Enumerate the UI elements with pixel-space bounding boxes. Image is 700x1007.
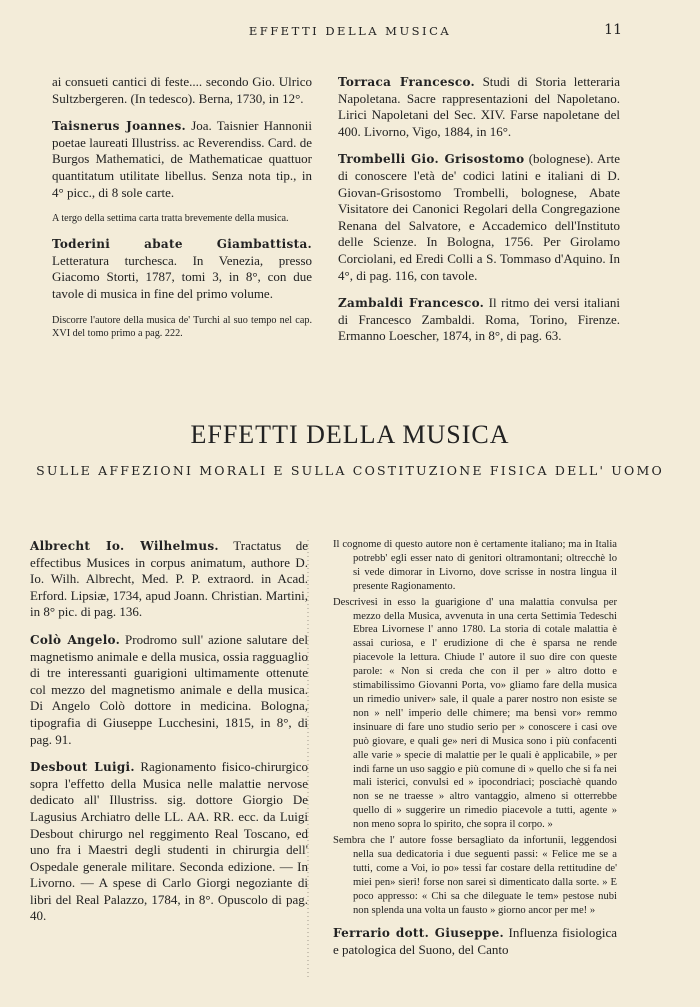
top-left-column	[52, 74, 312, 351]
entry-text: Influenza fisiologica e patologica del Suono, del Canto	[333, 925, 617, 958]
bottom-right-column	[333, 538, 617, 961]
bibliography-entry	[30, 759, 308, 925]
entry-text: Ragionamento fisico-chirurgico sopra l'effetto della Musica nelle malattie nervose dedicato all' Illustriss. sig. dottore Giorgio De Lagusius Archiatro delle LL. AA. RR. ecc. da Luigi Desbout chirurgo nel reggimento Real Toscano, ed uno fra i Maestri degli studenti in chirurgia dell' Ospedale generale militare. Seconda edizione. — In Livorno. — A spese di Carlo Giorgi negoziante di libri del Real Palazzo, 1784, in 8°. Opuscolo di pag. 40.	[30, 759, 309, 924]
top-right-column	[338, 74, 620, 356]
bibliography-entry	[338, 295, 620, 345]
bottom-left-column	[30, 538, 308, 936]
entry-text: Il ritmo dei versi italiani di Francesco Zambaldi. Roma, Torino, Firenze. Ermanno Loescher, 1874, in 8°, di pag. 63.	[338, 295, 620, 344]
bibliography-entry	[30, 632, 308, 748]
bibliography-entry	[30, 538, 308, 621]
note-paragraph: Sembra che l' autore fosse bersagliato da infortunii, leggendosi nella sua dedicatoria i due seguenti passi: « Felice me se a tutti, come a Voi, io po» tessi far costare della rettitudine de' miei pen» sieri! forse non sarei sì dimenticato dalla sorte. » E poco appresso: « Chi sa che dileguate le tem» pestose nubi non splenda una volta un fausto » giorno ancor per me! »	[333, 835, 617, 916]
running-title: EFFETTI DELLA MUSICA	[248, 24, 452, 38]
note-paragraph: Il cognome di questo autore non è certamente italiano; ma in Italia potrebb' egli esser nato di genitori oltramontani; oltrecchè lo si vede dimorar in Livorno, dove scrisse in nostra lingua il presente Ragionamento.	[333, 539, 617, 592]
entry-text: (bolognese). Arte di conoscere l'età de' codici latini e italiani di D. Giovan-Grisostomo Trombelli, bolognese, Abate Visitatore dei Canonici Regolari della Congregazione Renana del Salvatore, e Accademico dell'Instituto delle Scienze. In Bologna, 1756. Per Girolamo Corciolani, ed Eredi Colli a S. Tommaso d'Aquino. In 4°, di pag. 116, con tavole.	[338, 151, 620, 283]
continuation-text: ai consueti cantici di feste.... secondo Gio. Ulrico Sultzbergeren. (In tedesco). Berna, 1730, in 12°.	[52, 74, 312, 106]
entry-author: Trombelli Gio. Grisostomo	[338, 152, 525, 167]
entry-text: Studi di Storia letteraria Napoletana. Sacre rappresentazioni del Napoletano. Lirici Napoletani del Sec. XIV. Farse napoletane del 400. Livorno, Vigo, 1884, in 16°.	[338, 74, 620, 139]
bibliography-entry	[52, 236, 312, 302]
note-paragraph: Descrivesi in esso la guarigione d' una malattia convulsa per mezzo della Musica, avvenuta in una certa Settimia Tedeschi Ebrea Livornese l' anno 1780. La storia di cotale malattia è assai curiosa, e l' erudizione di che è sparsa ne rende piacevole la lettura. Chiude l' autore il suo dire con queste parole: « Non si creda che con il per » altro dotto e stimabilissimo Giovanni Porta, vo» gliamo fare della musica un rimedio univer» sale, il quale a parer nostro non esiste se non » nell' imperio delle chimere; ma bensì vor» remmo insinuare di fare uno studio serio per » conoscere i casi ove può giovare, e quali ge» neri di Musica sono i più confacenti alle varie » specie di malattie per le quali è applicabile, » per indi farne un uso saggio e più comune di » quello che si fa nei mali isterici, convulsi ed » ipocondriaci; posciachè quando non se ne traesse » altro vantaggio, almeno si otterrebbe quello di » suggerire un rimedio piacevole a tutti, agente » non meno sopra lo spirito, che sopra il corpo. »	[333, 596, 617, 831]
entry-author: Torraca Francesco.	[338, 75, 476, 89]
entry-text: Letteratura turchesca. In Venezia, presso Giacomo Storti, 1787, tomi 3, in 8°, con due tavole di musica in fine del primo volume.	[52, 252, 312, 301]
entry-author: Desbout Luigi.	[30, 760, 135, 775]
entry-author: Toderini abate Giambattista.	[52, 237, 312, 252]
entry-text: Prodromo sull' azione salutare del magnetismo animale e della musica, ossia ragguaglio di tre interessanti guarigioni ultimamente ottenute col mezzo del magnetismo animale e della musica. Di Angelo Colò dottore in medicina. Bologna, tipografia di Giuseppe Lucchesini, 1815, in 8°, di pag. 91.	[30, 631, 308, 747]
running-header	[0, 24, 700, 46]
bibliography-entry	[52, 118, 312, 201]
bibliography-entry	[338, 151, 620, 284]
entry-text: Joa. Taisnier Hannonii poetae laureati Illustriss. ac Reverendiss. Card. de Burgos Mathematici, de Mathematicae quattuor quantitatum utilitate libellus. Senza nota tip., in 4° picc., di 8 sole carte.	[52, 118, 312, 200]
entry-author: Albrecht Io. Wilhelmus.	[30, 539, 219, 553]
entry-note: A tergo della settima carta tratta brevemente della musica.	[52, 213, 289, 225]
entry-note: Discorre l'autore della musica de' Turchi al suo tempo nel cap. XVI del tomo primo a pag. 222.	[52, 314, 312, 339]
entry-text: Tractatus de effectibus Musices in corpus animatum, authore D. Io. Wilh. Albrecht, Med. P. P. extraord. in Acad. Erford. Lipsiæ, 1734, apud Joann. Christian. Martini, in 8° pic. di pag. 136.	[30, 538, 308, 620]
entry-author: Taisnerus Joannes.	[52, 119, 187, 134]
entry-author: Colò Angelo.	[30, 632, 121, 647]
bibliography-entry	[338, 74, 620, 140]
section-title: EFFETTI DELLA MUSICA	[190, 420, 510, 449]
entry-author: Ferrario dott. Giuseppe.	[333, 926, 505, 941]
entry-author: Zambaldi Francesco.	[338, 296, 485, 311]
section-subtitle: SULLE AFFEZIONI MORALI E SULLA COSTITUZIONE FISICA DELL' UOMO	[36, 463, 664, 478]
bibliography-entry	[333, 925, 617, 958]
page-number: 11	[604, 22, 622, 38]
